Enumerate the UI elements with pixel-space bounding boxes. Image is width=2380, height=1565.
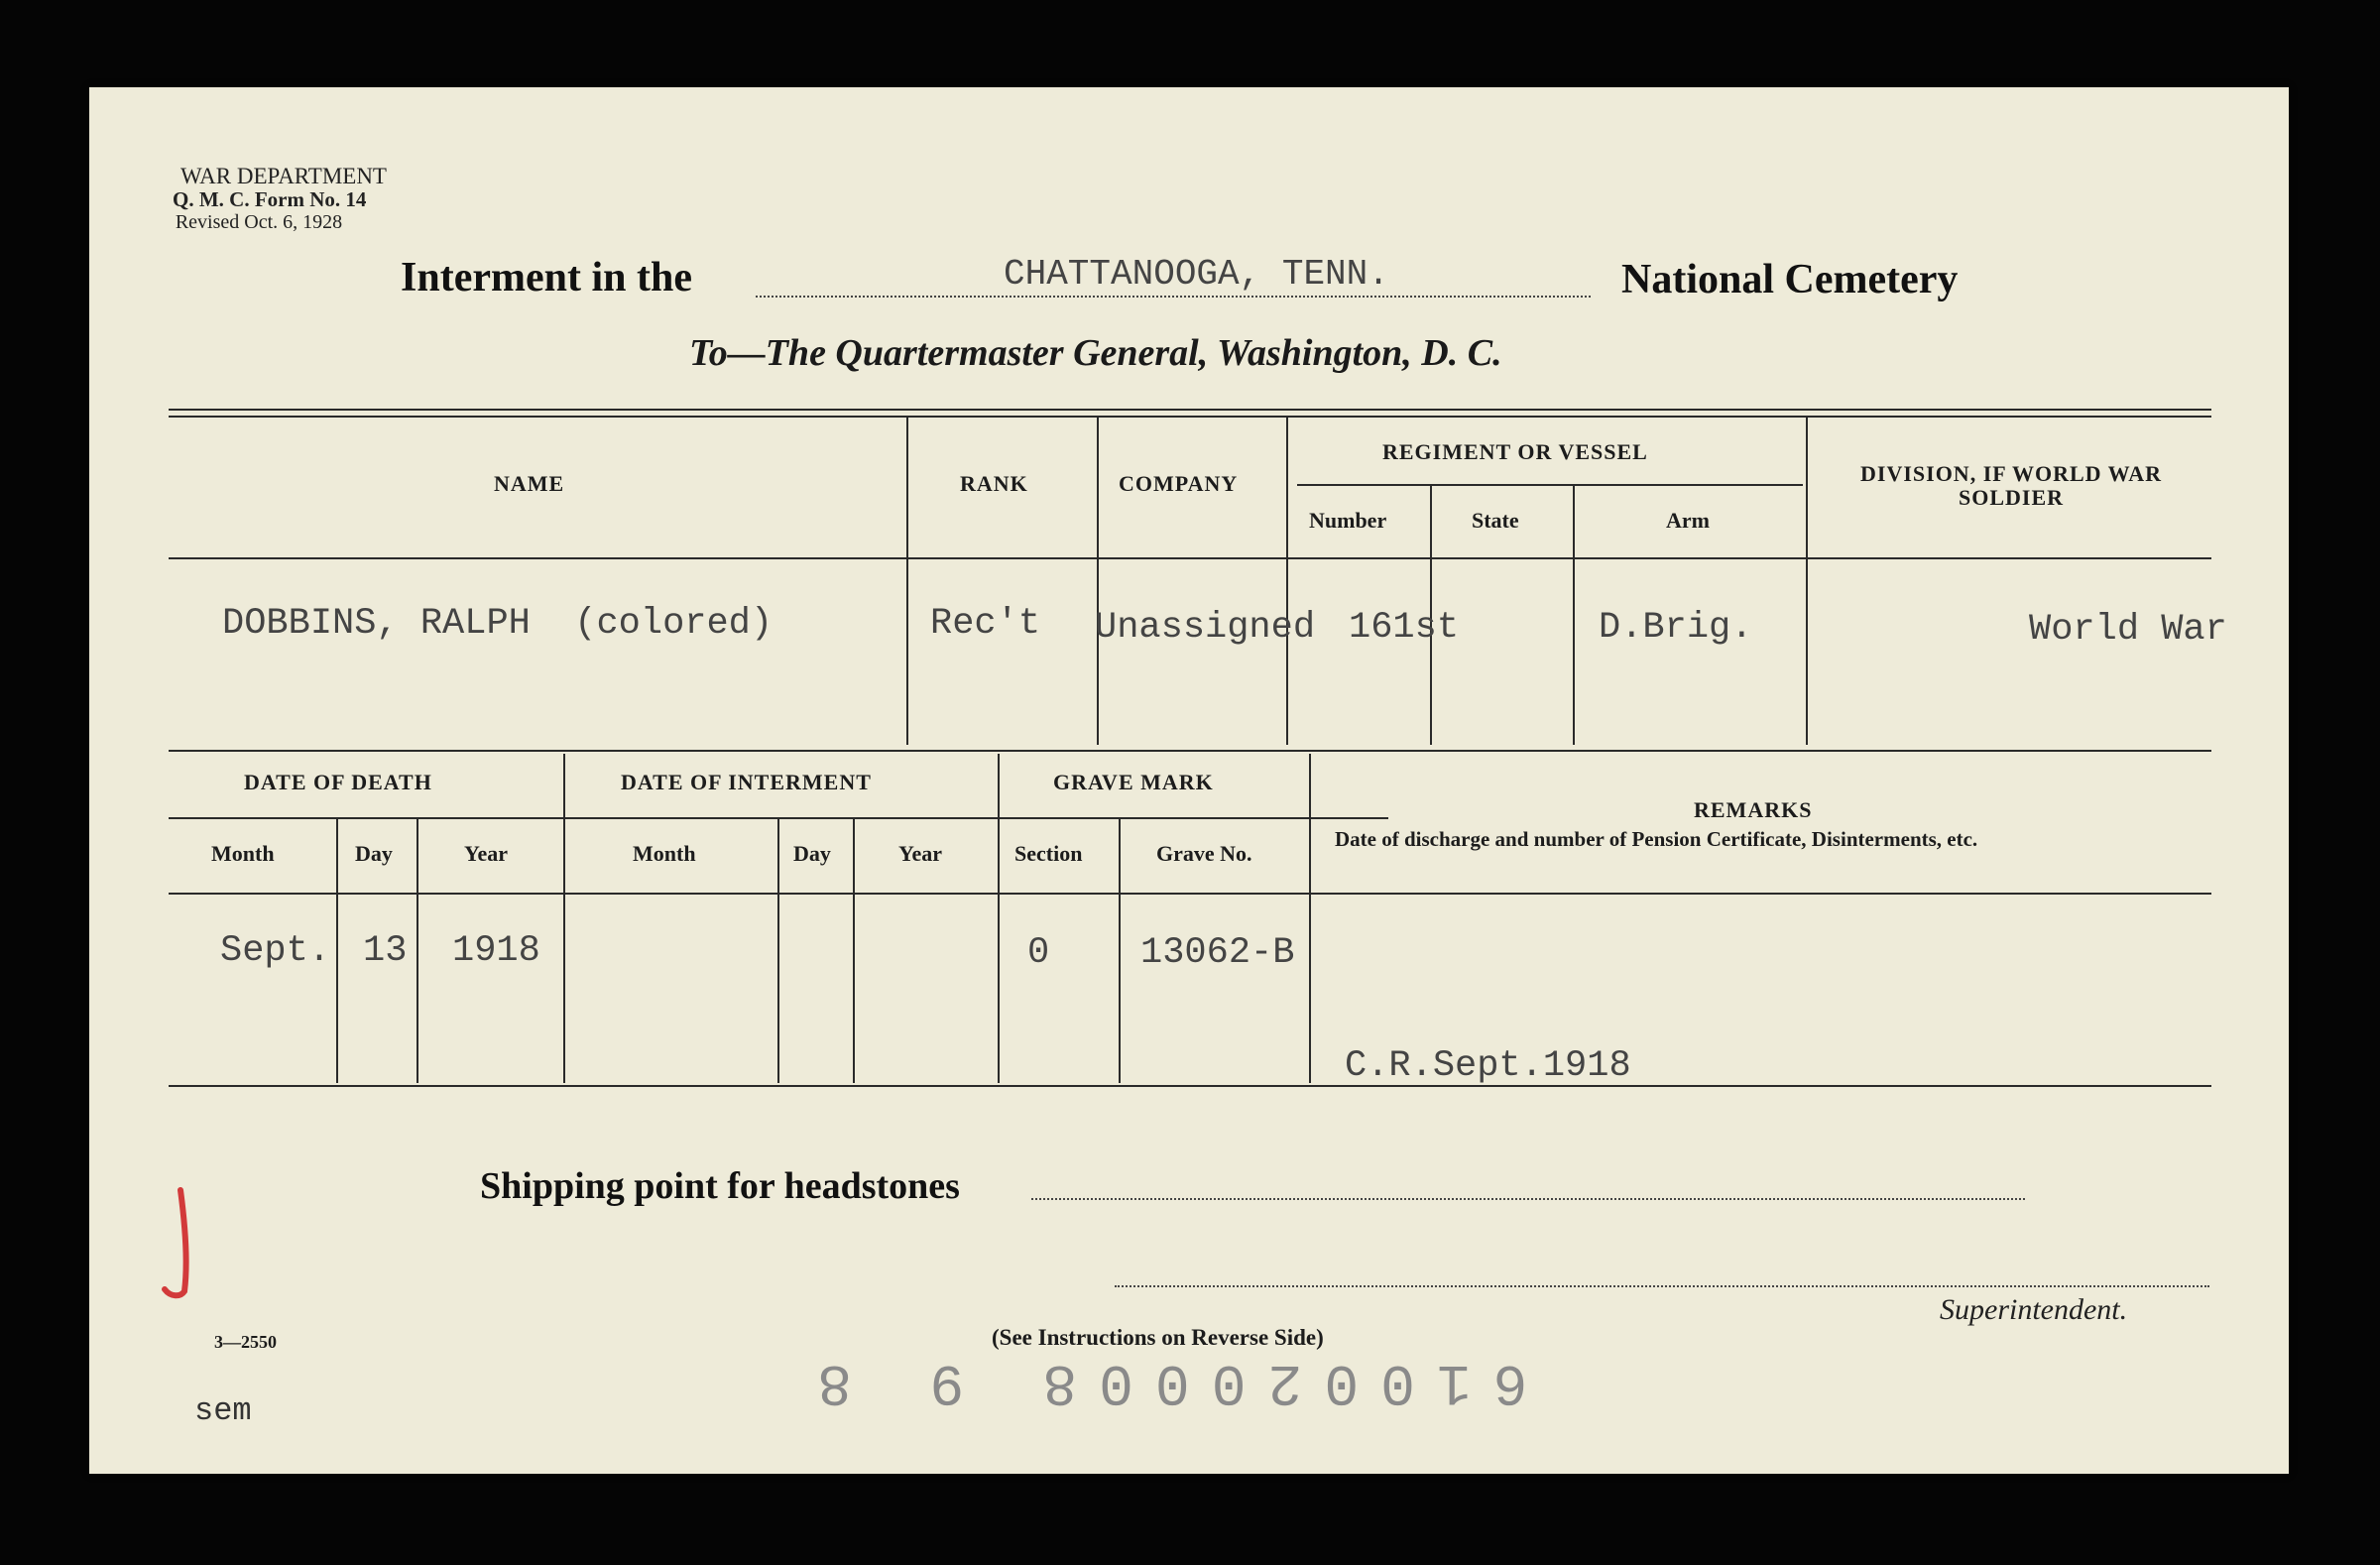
divider-int-day-year	[853, 819, 855, 1083]
superintendent-label: Superintendent.	[1940, 1293, 2128, 1326]
value-name: DOBBINS, RALPH (colored)	[222, 603, 774, 645]
value-rank: Rec't	[930, 603, 1041, 645]
header-section: Section	[1014, 841, 1083, 866]
divider-section-grave	[1119, 819, 1121, 1083]
value-number: 161st	[1349, 607, 1460, 649]
header-interment-day: Day	[793, 841, 831, 866]
divider-death-interment	[563, 754, 565, 1083]
typist-initials: sem	[194, 1392, 252, 1429]
table1-top-border	[169, 409, 2211, 411]
divider-interment-grave	[998, 754, 1000, 1083]
header-interment-month: Month	[633, 841, 696, 866]
cemetery-name: CHATTANOOGA, TENN.	[1004, 254, 1389, 295]
revised-date: Revised Oct. 6, 1928	[175, 211, 343, 233]
value-arm: D.Brig.	[1599, 607, 1753, 649]
header-death-day: Day	[355, 841, 393, 866]
divider-rank-company	[1097, 418, 1099, 745]
header-name: NAME	[494, 471, 565, 496]
form-code: 3—2550	[214, 1332, 277, 1352]
divider-state-arm	[1573, 486, 1575, 745]
value-section: 0	[1027, 932, 1050, 974]
red-check-mark	[159, 1180, 198, 1309]
value-grave-no: 13062-B	[1140, 932, 1295, 974]
header-date-of-death: DATE OF DEATH	[244, 770, 432, 794]
table1-bottom-border	[169, 750, 2211, 752]
divider-grave-remarks	[1309, 754, 1311, 1083]
value-death-year: 1918	[452, 930, 540, 972]
form-number: Q. M. C. Form No. 14	[173, 187, 367, 211]
value-death-month: Sept.	[220, 930, 331, 972]
header-death-month: Month	[211, 841, 275, 866]
divider-int-month-day	[777, 819, 779, 1083]
header-rank: RANK	[960, 471, 1028, 496]
divider-death-month-day	[336, 819, 338, 1083]
header-regiment: REGIMENT OR VESSEL	[1382, 439, 1648, 464]
interment-card	[89, 87, 2289, 1474]
table1-top-border-2	[169, 416, 2211, 418]
header-death-year: Year	[464, 841, 508, 866]
department-label: WAR DEPARTMENT	[180, 164, 387, 188]
header-division: DIVISION, IF WORLD WAR SOLDIER	[1860, 461, 2162, 510]
header-grave-mark: GRAVE MARK	[1053, 770, 1214, 794]
header-company: COMPANY	[1119, 471, 1239, 496]
shipping-label: Shipping point for headstones	[480, 1165, 960, 1207]
serial-stamp: 610020008 9 8	[795, 1349, 1528, 1413]
addressee: To—The Quartermaster General, Washington, D. C.	[689, 332, 1502, 374]
header-arm: Arm	[1666, 508, 1710, 533]
cemetery-dotted-line	[756, 296, 1591, 298]
divider-regiment-division	[1806, 418, 1808, 745]
shipping-dotted-line	[1031, 1198, 2025, 1200]
superintendent-dotted-line	[1115, 1285, 2209, 1287]
value-death-day: 13	[363, 930, 408, 972]
divider-company-regiment	[1286, 418, 1288, 745]
divider-death-day-year	[416, 819, 418, 1083]
header-date-of-interment: DATE OF INTERMENT	[621, 770, 872, 794]
header-interment-year: Year	[898, 841, 942, 866]
value-remarks: C.R.Sept.1918	[1345, 1045, 1631, 1087]
table1-header-bottom	[169, 557, 2211, 559]
table2-header-bottom	[169, 893, 2211, 895]
regiment-subheader-line	[1297, 484, 1803, 486]
instructions-note: (See Instructions on Reverse Side)	[992, 1325, 1324, 1350]
header-grave-no: Grave No.	[1156, 841, 1252, 866]
header-state: State	[1472, 508, 1519, 533]
title-prefix: Interment in the	[401, 255, 692, 301]
header-number: Number	[1309, 508, 1387, 533]
header-remarks: REMARKS	[1694, 797, 1813, 822]
value-company: Unassigned	[1095, 607, 1316, 649]
value-division: World War	[2029, 609, 2227, 651]
title-suffix: National Cemetery	[1621, 257, 1959, 302]
table2-bottom-border	[169, 1085, 2211, 1087]
header-remarks-sub: Date of discharge and number of Pension Certificate, Disinterments, etc.	[1335, 827, 1978, 851]
divider-name-rank	[906, 418, 908, 745]
